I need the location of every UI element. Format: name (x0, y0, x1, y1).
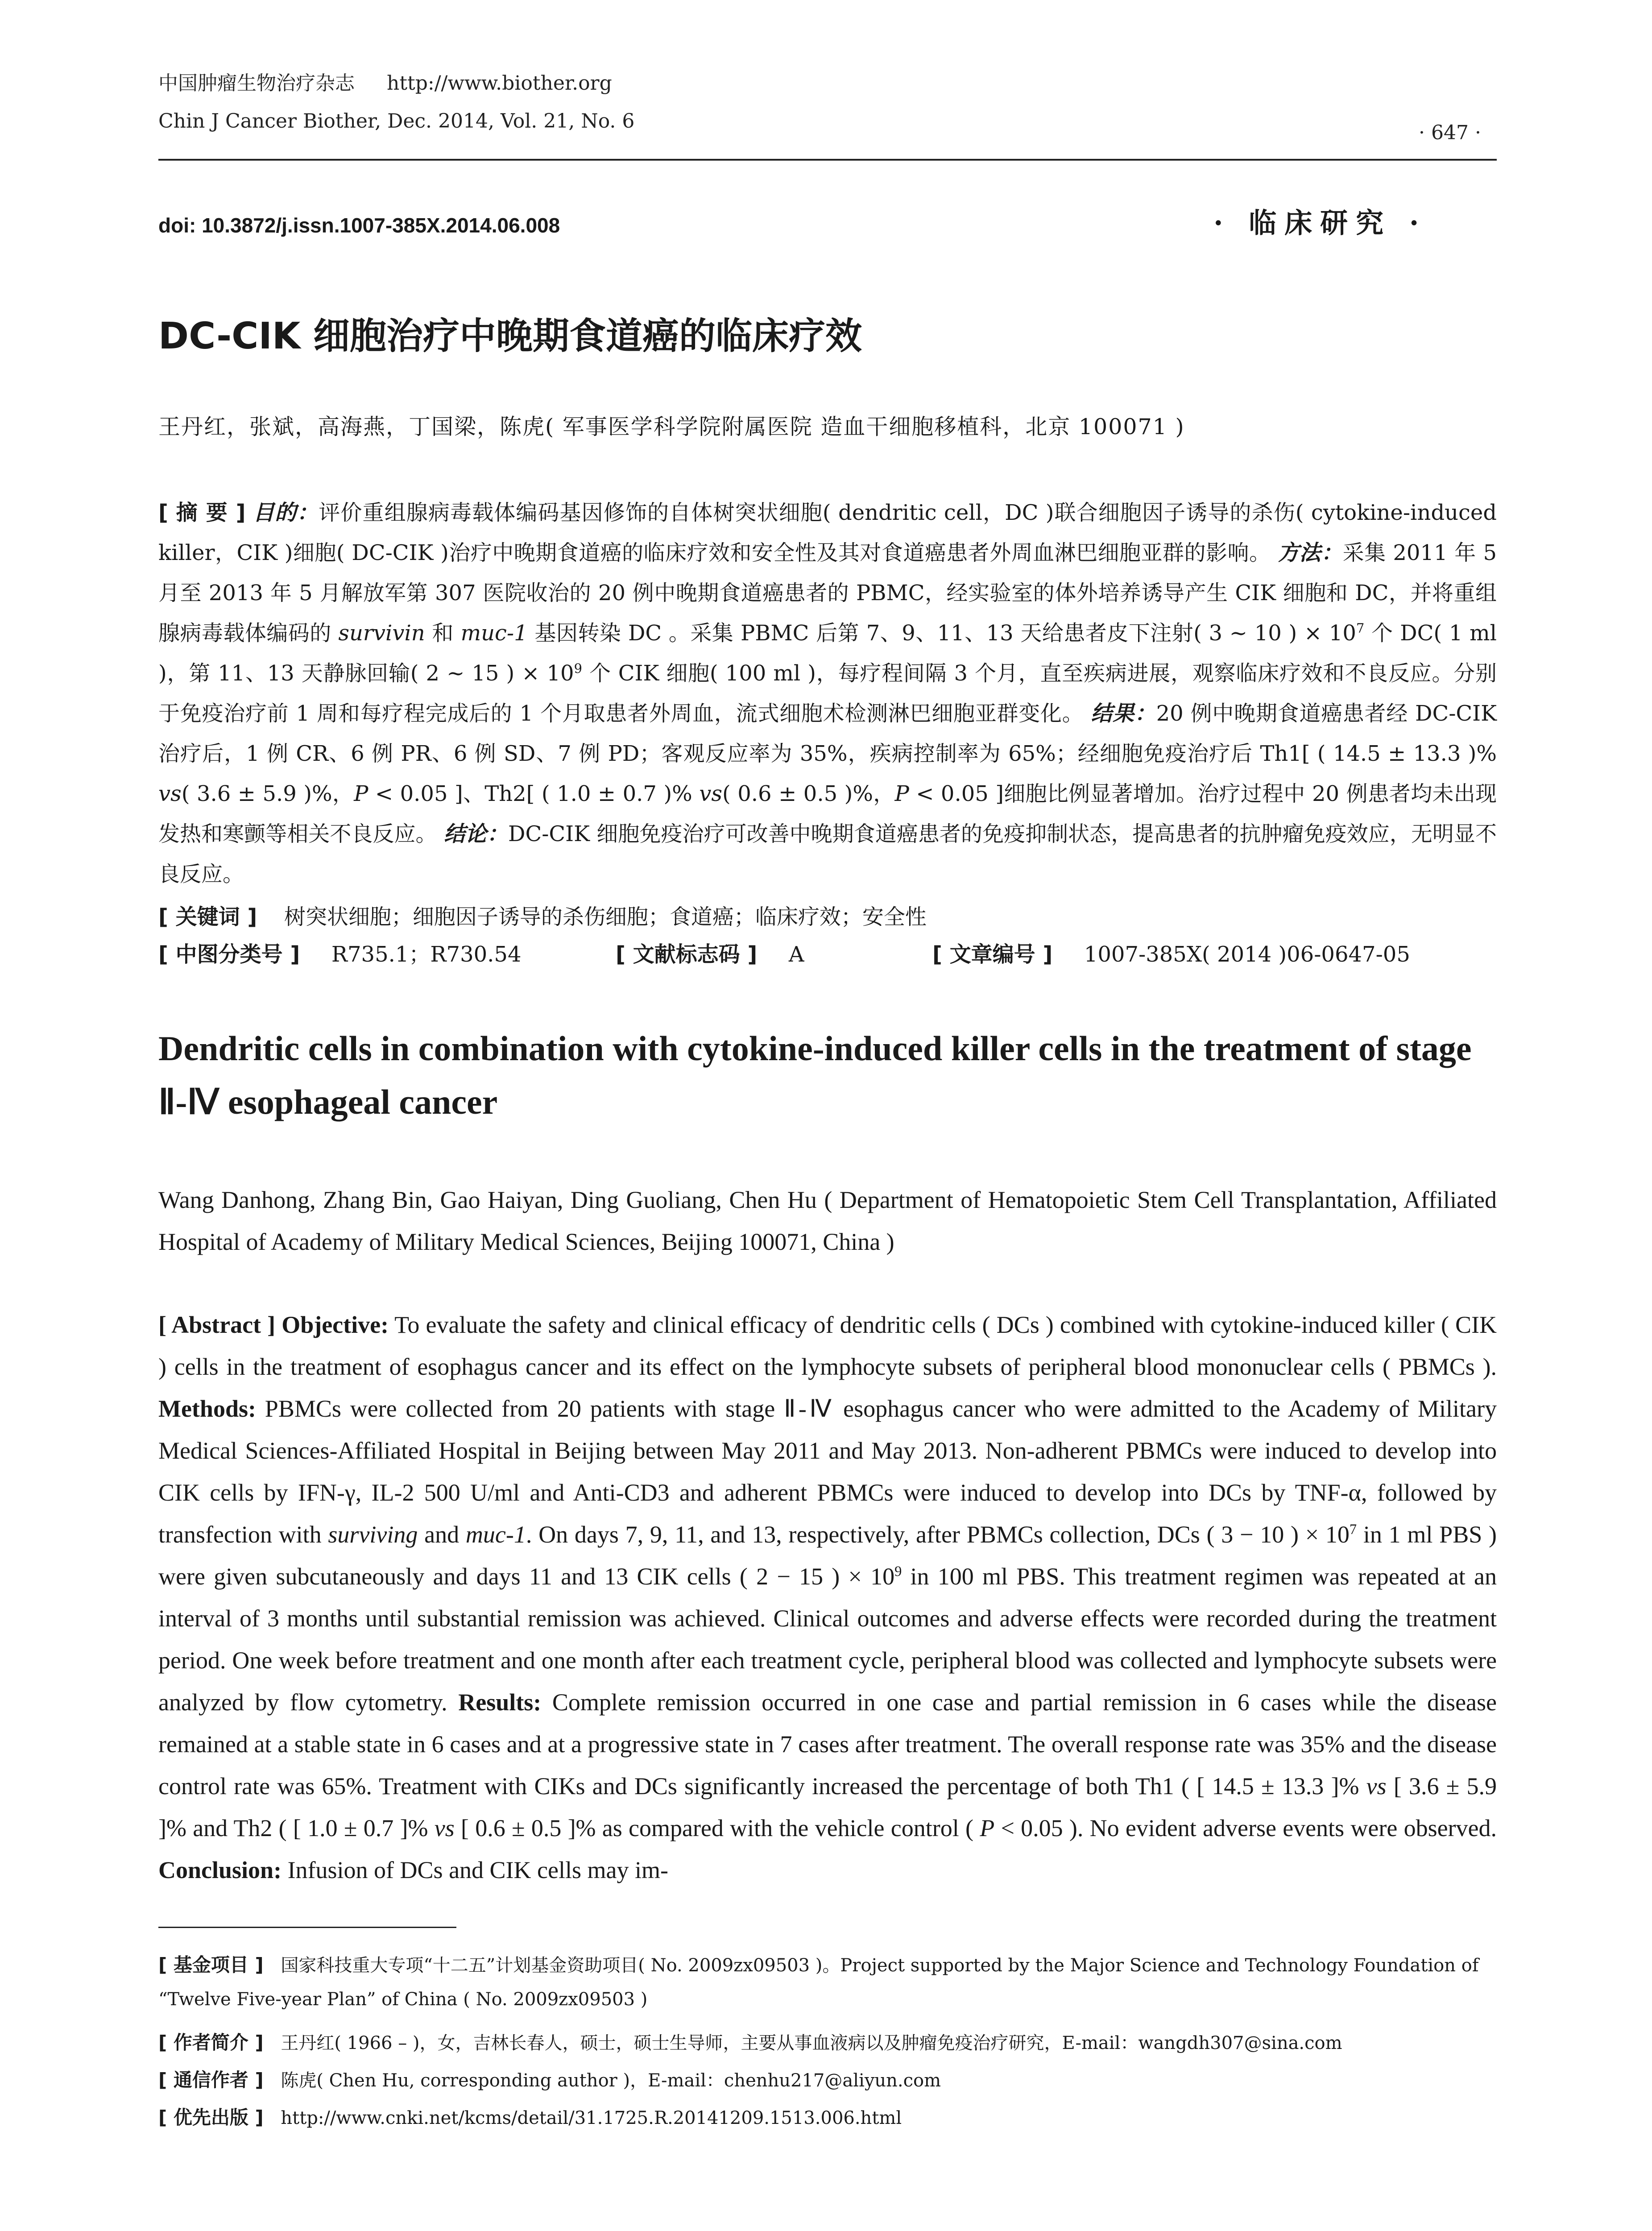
article-number-label: [ 文章编号 ] (932, 942, 1053, 967)
footnote-text: 王丹红( 1966 – )，女，吉林长春人，硕士，硕士生导师，主要从事血液病以及肿瘤免疫治疗研究，E-mail：wangdh307@sina.com (281, 2033, 1342, 2053)
footnote-label: [ 通信作者 ] (158, 2069, 264, 2091)
article-number (932, 937, 1410, 968)
results-cn-text: ( 3.6 ± 5.9 )%， (181, 781, 354, 806)
keywords (158, 897, 1497, 937)
results-cn-text: ( 0.6 ± 0.5 )%， (722, 781, 895, 806)
abstract-cn (158, 493, 1497, 894)
conclusion-en-label: Conclusion: (158, 1857, 282, 1883)
exponent: 9 (894, 1563, 902, 1580)
document-code (616, 937, 804, 968)
authors-cn: 王丹红，张斌，高海燕，丁国梁，陈虎( 军事医学科学院附属医院 造血干细胞移植科，北京 100071 ) (158, 414, 1185, 440)
footnote-online-first (158, 2101, 1497, 2135)
methods-cn-text: 和 (425, 621, 461, 646)
footnote-label: [ 作者简介 ] (158, 2032, 264, 2053)
vs-term: vs (434, 1815, 455, 1841)
results-en-text: Complete remission occurred in one case and partial remission in 6 cases while the disease remained at a stable state in 6 cases and at a progressive state in 7 cases after treatment. The overall response rate was 35% and the disease control rate was 65%. Treatment with CIKs and DCs significantly increased the percentage of both Th1 ( [ 14.5 ± 13.3 ]% (158, 1689, 1497, 1800)
methods-en-text: and (418, 1521, 466, 1548)
results-cn-text: 20 例中晚期食道癌患者经 DC-CIK 治疗后，1 例 CR、6 例 PR、6 例 SD、7 例 PD；客观反应率为 35%，疾病控制率为 65%；经细胞免疫治疗后 Th1[ ( 14.5 ± 13.3 )% (158, 701, 1497, 766)
conclusion-cn-label: 结论： (443, 821, 508, 846)
methods-en-text: PBMCs were collected from 20 patients with stage Ⅱ-Ⅳ esophagus cancer who were admitted to the Academy of Military Medical Sciences-Affiliated Hospital in Beijing between May 2011 and May 2013. Non-adherent PBMCs were induced to develop into CIK cells by IFN-γ, IL-2 500 U/ml and Anti-CD3 and adherent PBMCs were induced to develop into DCs by TNF-α, followed by transfection with (158, 1395, 1497, 1548)
keywords-label: [ 关键词 ] (158, 904, 257, 929)
footnote-funding (158, 1948, 1497, 2016)
footnote-label: [ 优先出版 ] (158, 2107, 264, 2128)
footnote-text: 国家科技重大专项“十二五”计划基金资助项目( No. 2009zx09503 )。Project supported by the Major Science and Technology Foundation of “Twelve Five-year Plan” of China ( No. 2009zx09503 ) (158, 1955, 1479, 2010)
methods-en-text: in 1 ml PBS ) were given subcutaneously and days 11 and 13 CIK cells ( 2 − 15 ) × 10 (158, 1521, 1497, 1590)
title-en: Dendritic cells in combination with cytokine-induced killer cells in the treatment of stage Ⅱ-Ⅳ esophageal cancer (158, 1029, 1472, 1121)
header-rule (158, 159, 1497, 161)
results-en-label: Results: (458, 1689, 542, 1716)
objective-en-label: Objective: (282, 1311, 389, 1338)
footnote-label: [ 基金项目 ] (158, 1954, 264, 1976)
results-cn-label: 结果： (1091, 701, 1156, 726)
p-symbol: P (354, 781, 368, 806)
journal-url[interactable]: http://www.biother.org (387, 72, 612, 95)
page-number: · 647 · (1419, 121, 1481, 144)
conclusion-cn: DC-CIK 细胞免疫治疗可改善中晚期食道癌患者的免疫抑制状态，提高患者的抗肿瘤免疫效应，无明显不良反应。 (158, 821, 1497, 887)
clc-value: R735.1；R730.54 (331, 942, 522, 967)
methods-cn-text: 采集 2011 年 5 月至 2013 年 5 月解放军第 307 医院收治的 20 例中晚期食道癌患者的 PBMC，经实验室的体外培养诱导产生 CIK 细胞和 DC，并将重组腺病毒载体编码的 (158, 540, 1497, 646)
footnote-corresponding-author (158, 2063, 1497, 2098)
keywords-text: 树突状细胞；细胞因子诱导的杀伤细胞；食道癌；临床疗效；安全性 (284, 904, 927, 929)
exponent: 9 (574, 661, 582, 676)
p-symbol: P (980, 1815, 995, 1841)
gene-name: muc-1 (465, 1521, 526, 1548)
abstract-en (158, 1304, 1497, 1891)
abstract-en-label: [ Abstract ] (158, 1311, 276, 1338)
online-first-url[interactable]: http://www.cnki.net/kcms/detail/31.1725.R.20141209.1513.006.html (281, 2108, 902, 2128)
p-symbol: P (894, 781, 909, 806)
gene-name: muc-1 (460, 621, 528, 646)
vs-term: vs (158, 781, 182, 806)
vs-term: vs (1366, 1773, 1387, 1800)
gene-name: surviving (328, 1521, 418, 1548)
footnote-rule (158, 1927, 456, 1928)
clc-label: [ 中图分类号 ] (158, 942, 300, 967)
methods-cn-text: 个 DC( 1 ml )，第 11、13 天静脉回输( 2 ~ 15 ) × 10 (158, 621, 1497, 686)
methods-en-text: . On days 7, 9, 11, and 13, respectively, after PBMCs collection, DCs ( 3 − 10 ) × 10 (526, 1521, 1350, 1548)
objective-cn: 评价重组腺病毒载体编码基因修饰的自体树突状细胞( dendritic cell，DC )联合细胞因子诱导的杀伤( cytokine-induced killer，CIK )细胞( DC-CIK )治疗中晚期食道癌的临床疗效和安全性及其对食道癌患者外周血淋巴细胞亚群的影响。 (158, 500, 1497, 565)
journal-name-en: Chin J Cancer Biother, Dec. 2014, Vol. 21, No. 6 (158, 110, 635, 133)
methods-cn-text: 个 CIK 细胞( 100 ml )，每疗程间隔 3 个月，直至疾病进展，观察临床疗效和不良反应。分别于免疫治疗前 1 周和每疗程完成后的 1 个月取患者外周血，流式细胞术检测淋巴细胞亚群变化。 (158, 661, 1497, 726)
objective-en: To evaluate the safety and clinical efficacy of dendritic cells ( DCs ) combined with cytokine-induced killer ( CIK ) cells in the treatment of esophagus cancer and its effect on the lymphocyte subsets of peripheral blood mononuclear cells ( PBMCs ). (158, 1311, 1497, 1380)
results-en-text: [ 0.6 ± 0.5 ]% as compared with the vehicle control ( (454, 1815, 980, 1841)
title-cn: DC-CIK 细胞治疗中晚期食道癌的临床疗效 (158, 315, 862, 357)
doi: doi: 10.3872/j.issn.1007-385X.2014.06.008 (158, 214, 560, 237)
results-cn-text: < 0.05 ]、Th2[ ( 1.0 ± 0.7 )% (368, 781, 700, 806)
methods-cn-text: 基因转染 DC 。采集 PBMC 后第 7、9、11、13 天给患者皮下注射( 3 ~ 10 ) × 10 (527, 621, 1356, 646)
results-cn-text: < 0.05 ]细胞比例显著增加。治疗过程中 20 例患者均未出现发热和寒颤等相关不良反应。 (158, 781, 1497, 846)
clc-number (158, 937, 522, 968)
exponent: 7 (1356, 621, 1365, 636)
conclusion-en: Infusion of DCs and CIK cells may im- (282, 1857, 668, 1883)
section-label: · 临床研究 · (1213, 207, 1427, 239)
footnote-author-bio (158, 2026, 1497, 2060)
results-en-text: [ 3.6 ± 5.9 ]% and Th2 ( [ 1.0 ± 0.7 ]% (158, 1773, 1497, 1841)
methods-cn-label: 方法： (1278, 540, 1343, 565)
results-en-text: < 0.05 ). No evident adverse events were observed. (994, 1815, 1497, 1841)
methods-en-label: Methods: (158, 1395, 256, 1422)
abstract-cn-label: [ 摘 要 ] (158, 500, 246, 525)
methods-en-text: in 100 ml PBS. This treatment regimen was repeated at an interval of 3 months until substantial remission was achieved. Clinical outcomes and adverse effects were recorded during the treatment period. One week before treatment and one month after each treatment cycle, peripheral blood was collected and lymphocyte subsets were analyzed by flow cytometry. (158, 1563, 1497, 1716)
footnote-text: 陈虎( Chen Hu, corresponding author )，E-mail：chenhu217@aliyun.com (281, 2070, 941, 2091)
exponent: 7 (1349, 1522, 1357, 1538)
doc-code-label: [ 文献标志码 ] (616, 942, 758, 967)
vs-term: vs (699, 781, 723, 806)
journal-name-cn: 中国肿瘤生物治疗杂志 (158, 72, 355, 95)
doc-code-value: A (788, 942, 804, 967)
article-number-value: 1007-385X( 2014 )06-0647-05 (1084, 942, 1410, 967)
authors-en: Wang Danhong, Zhang Bin, Gao Haiyan, Ding Guoliang, Chen Hu ( Department of Hematopoietic Stem Cell Transplantation, Affiliated Hospital of Academy of Military Medical Sciences, Beijing 100071, China ) (158, 1186, 1497, 1255)
objective-cn-label: 目的： (253, 500, 319, 525)
gene-name: survivin (338, 621, 425, 646)
running-header-cn (158, 67, 612, 95)
